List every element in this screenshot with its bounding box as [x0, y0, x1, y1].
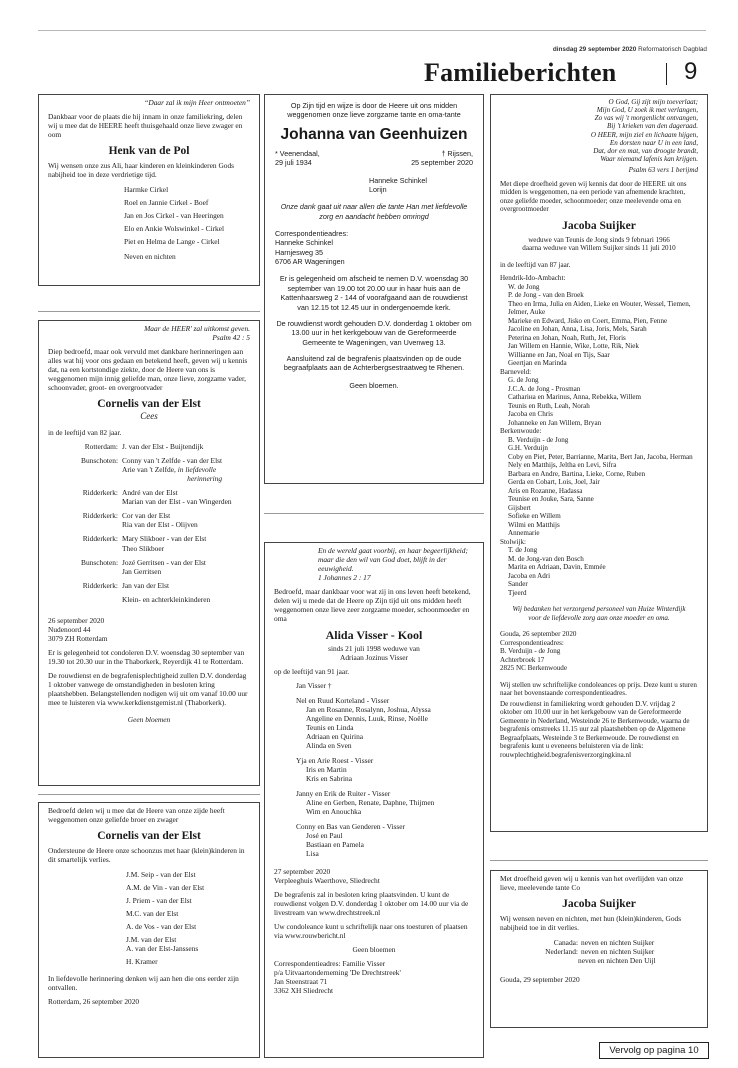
grandchildren: Klein- en achterkleinkinderen — [122, 594, 211, 604]
row-names — [122, 558, 206, 576]
death — [411, 149, 473, 168]
family-member: Teunise en Jouke, Sara, Sanne — [508, 495, 594, 504]
family-member: Roel en Jannie Cirkel - Boef — [124, 198, 209, 208]
separator — [490, 860, 708, 861]
section-title: Familieberichten — [424, 58, 617, 87]
row-name: Theo Slikboer — [122, 543, 165, 553]
family-member: Marita en Adriaan, Davin, Emmée — [508, 563, 606, 572]
family-member: Aris en Rozanne, Hadassa — [508, 486, 583, 495]
separator — [38, 794, 260, 795]
family-member: Lisa — [306, 849, 319, 859]
family-member: J. Priem - van der Elst — [126, 896, 192, 906]
widow-of: daarna weduwe van Willem Suijker sinds 11 juli 2010 — [522, 244, 676, 253]
message: Wij wensen onze zus Ali, haar kinderen en kleinkinderen Gods nabijheid toe in deze verdrietige tijd. — [48, 161, 235, 180]
row-name: Jan Gerritsen — [122, 566, 162, 576]
psalm-line: O HEER, mijn ziel en lichaam hijgen, — [590, 130, 698, 139]
family-member: Aline en Gerben, Renate, Daphne, Thijmen — [306, 798, 435, 808]
family-member: Teunis en Ruth, Leah, Norah — [508, 401, 590, 410]
date: 26 september 2020 — [48, 615, 105, 625]
family-member: Gijsbert — [508, 503, 531, 512]
date: Gouda, 26 september 2020 — [500, 630, 577, 639]
family-row — [48, 488, 250, 506]
death-date: 25 september 2020 — [411, 158, 473, 168]
relatives — [369, 176, 473, 195]
no-flowers: Geen bloemen — [127, 714, 171, 724]
intro: Dankbaar voor de plaats die hij innam in onze familiekring, delen wij u mee dat de HEERE heeft thuisgehaald onze lieve zwager en oom — [48, 112, 243, 140]
birth — [275, 149, 320, 168]
family-member: M.C. van der Elst — [126, 909, 179, 919]
family-member: Peterina en Johan, Noah, Ruth, Jet, Floris — [508, 333, 626, 342]
condolence-info: Wij stellen uw schriftelijke condoleances op prijs. Deze kunt u sturen naar het bovenstaande correspondentieadres. — [500, 680, 697, 698]
family-member: Jan en Rosanne, Rosalynn, Joshua, Alyssa — [306, 705, 431, 715]
address-line: p/a Uitvaartonderneming 'De Drechtstreek' — [274, 967, 401, 977]
family-member: Marieke en Edward, Jisko en Coert, Emma, Pien, Fenne — [508, 316, 668, 325]
relatives-names: neven en nichten Suijker — [581, 947, 655, 957]
row-name: Mary Slikboer - van der Elst — [122, 534, 207, 544]
family-member: Jacoba en Chris — [508, 410, 553, 419]
deceased-name: Cornelis van der Elst — [97, 398, 201, 411]
widow-of: sinds 21 juli 1998 weduwe van — [328, 643, 420, 653]
psalm-line: O God, Gij zijt mijn toeverlaat; — [608, 98, 698, 106]
family-member: Teunis en Linda — [306, 723, 354, 733]
family-member: Annemarie — [508, 529, 540, 538]
relatives-row — [504, 938, 698, 947]
family-member: Willianne en Jan, Noal en Tijs, Saar — [508, 350, 610, 359]
family-member: Sofieke en Willem — [508, 512, 561, 521]
separator — [264, 513, 484, 514]
family-sub — [306, 705, 474, 750]
intro: Op Zijn tijd en wijze is door de Heere uit ons midden weggenomen onze lieve zorgzame tante en oma-tante — [287, 101, 461, 120]
family-group — [508, 376, 698, 427]
family-sub — [306, 765, 474, 783]
row-name: Arie van 't Zelfde, — [122, 465, 176, 475]
thanks: Wij bedanken het verzorgend personeel van Huize Winterdijk voor de liefdevolle zorg aan onze moeder en oma. — [512, 605, 686, 622]
relative: Hanneke Schinkel — [369, 175, 427, 185]
intro: Bedroefd delen wij u mee dat de Heere van onze zijde heeft weggenomen onze geliefde broer en zwager — [48, 806, 225, 825]
row-place: Ridderkerk: — [82, 488, 118, 498]
family-member: T. de Jong — [508, 546, 538, 555]
ad-cornelis-van-der-elst — [38, 320, 260, 786]
family-member: Nel en Ruud Korteland - Visser — [296, 696, 390, 705]
row-name: André van der Elst — [122, 488, 178, 498]
correspondence-label: Correspondentieadres: Familie Visser — [274, 958, 386, 968]
message: Wij wensen neven en nichten, met hun (klein)kinderen, Gods nabijheid toe in dit verlies. — [500, 914, 682, 933]
family-member: W. de Jong — [508, 282, 540, 291]
service-info: De rouwdienst wordt gehouden D.V. donderdag 1 oktober om 13.00 uur in het kerkgebouw van de Gereformeerde Gemeente te Wageningen, van Uvenweg 13. — [276, 318, 472, 347]
widow-of: weduwe van Teunis de Jong sinds 9 februari 1966 — [528, 235, 670, 244]
family-member: J.M. Seip - van der Elst — [126, 870, 196, 880]
family-member: Cathariна en Marinus, Anna, Rebekka, Willem — [508, 393, 642, 402]
separator — [38, 311, 260, 312]
family-member: A.M. de Vin - van der Elst — [126, 883, 205, 893]
memory-note: herinnering — [187, 474, 223, 484]
family-member: Johanneke en Jan Willem, Bryan — [508, 418, 602, 427]
relatives-names: neven en nichten Suijker — [581, 938, 655, 948]
family-group — [508, 546, 698, 597]
relatives-list — [504, 938, 698, 965]
family-member: Piet en Helma de Lange - Cirkel — [124, 237, 220, 247]
psalm-line: Dat, dor en mat, van droogte brandt, — [593, 146, 698, 155]
ad-johanna-van-geenhuizen — [264, 94, 484, 484]
continued-on-page[interactable]: Vervolg op pagina 10 — [599, 1042, 709, 1059]
family-member: J.C.A. de Jong - Prosman — [508, 384, 581, 393]
family-row — [48, 558, 250, 576]
family-member: P. de Jong - van den Broek — [508, 291, 584, 300]
closing: Neven en nichten — [124, 252, 176, 262]
family-member: Jan Visser † — [296, 680, 332, 690]
family-member: Yja en Arie Roest - Visser — [296, 756, 374, 766]
quote: Maar de HEER' zal uitkomst geven. — [144, 324, 250, 333]
family-member: Tjeerd — [508, 588, 527, 597]
correspondence-label: Correspondentieadres: — [500, 638, 564, 647]
funeral-info: De rouwdienst en de begrafenisplechtigheid zullen D.V. donderdag 1 oktober vanwege de omstandigheden in besloten kring plaatshebben. Belangstellenden nodigen wij uit om vanaf 10.00 uur mee te luisteren via www.kerkdienstgemist.nl (Thaborkerk). — [48, 670, 248, 707]
condolence-info: Uw condoleance kunt u schriftelijk naar ons toesturen of plaatsen via www.rouwbericht.nl — [274, 921, 468, 940]
row-names: Jan van der Elst — [122, 580, 169, 590]
quote: En de wereld gaat voorbij, en haar begeerlijkheid; maar die den wil van God doet, blijft in der eeuwigheid. — [318, 546, 468, 574]
date: Gouda, 29 september 2020 — [500, 975, 580, 985]
address-line: 3079 ZH Rotterdam — [48, 633, 108, 643]
family-member: Coby en Piet, Peter, Barrianne, Marita, Bert Jan, Jacoba, Herman — [508, 452, 693, 461]
ad-jacoba-suijker-tante — [490, 870, 708, 1028]
relatives-names: neven en nichten Den Uijl — [578, 956, 656, 966]
row-place: Ridderkerk: — [82, 580, 118, 590]
row-name: Cor van der Elst — [122, 511, 171, 521]
family-member: Gerda en Cobart, Lois, Joel, Jair — [508, 478, 600, 487]
message: Ondersteune de Heere onze schoonzus met haar (klein)kinderen in dit smartelijk verlies. — [48, 846, 245, 865]
family-row — [48, 511, 250, 529]
ad-henk-van-de-pol — [38, 94, 260, 286]
family-row — [48, 581, 250, 590]
family-group — [296, 756, 474, 783]
place-label: Stolwijk: — [500, 537, 527, 546]
family-member: H. Kramer — [126, 957, 158, 967]
burial-info: Aansluitend zal de begrafenis plaatsvinden op de oude begraafplaats aan de Achterbergsestraatweg te Rhenen. — [283, 353, 465, 373]
address-line: Jan Steenstraat 71 — [274, 976, 328, 986]
family-member: Angeline en Dennis, Luuk, Rinse, Noëlle — [306, 714, 428, 724]
family-group — [508, 436, 698, 538]
family-member: Nely en Matthijs, Jeltha en Levi, Sifra — [508, 461, 617, 470]
verse: Psalm 42 : 5 — [212, 333, 250, 343]
row-place: Rotterdam: — [84, 442, 118, 452]
family-member: Geertjan en Marinda — [508, 359, 567, 368]
family-member: Jan en Jos Cirkel - van Heeringen — [124, 211, 224, 221]
family-group — [296, 822, 474, 858]
family-sub — [306, 798, 474, 816]
family-list — [296, 681, 474, 859]
family-list — [126, 870, 250, 966]
deceased-name: Cornelis van der Elst — [97, 830, 201, 843]
psalm — [500, 98, 698, 163]
birth-death — [275, 149, 473, 168]
family-member: Harmke Cirkel — [124, 185, 169, 195]
row-names — [122, 456, 222, 483]
family-member: Janny en Erik de Ruiter - Visser — [296, 789, 391, 799]
family-member: Adriaan en Quirina — [306, 732, 364, 742]
family-list — [124, 185, 250, 261]
livestream-link[interactable]: rouwplechtigheid.begrafenisverzorgingkina.nl — [500, 750, 632, 759]
no-flowers: Geen bloemen. — [349, 380, 399, 390]
memory-note: in liefdevolle — [177, 465, 217, 475]
place: Verpleeghuis Waerthove, Sliedrecht — [274, 875, 380, 885]
row-name: Jozé Gerritsen - van der Elst — [122, 557, 206, 567]
age: op de leeftijd van 91 jaar. — [274, 666, 350, 676]
deceased-name: Alida Visser - Kool — [325, 628, 423, 643]
row-name: Marian van der Elst - van Wingerden — [122, 497, 232, 507]
death-place: † Rijssen, — [441, 148, 473, 158]
verse: 1 Johannes 2 : 17 — [318, 573, 371, 583]
title-divider — [666, 63, 667, 85]
family-member: M. de Jong-van den Bosch — [508, 554, 584, 563]
psalm-line: En dorsten naar U in een land, — [609, 138, 698, 147]
row-names — [122, 534, 206, 552]
psalm-line: Waar niemand lafenis kan krijgen. — [600, 155, 698, 164]
row-place: Ridderkerk: — [82, 534, 118, 544]
family-member: Iris en Martin — [306, 765, 347, 775]
dateline — [553, 46, 707, 53]
row-name: Ria van der Elst - Olijven — [122, 520, 198, 530]
country: Nederland: — [545, 947, 578, 957]
no-flowers: Geen bloemen — [352, 944, 396, 954]
family-member: B. Verduijn - de Jong — [508, 435, 569, 444]
place-label: Barneveld: — [500, 367, 532, 376]
relative: Lorijn — [369, 184, 387, 194]
row-name: Conny van 't Zelfde - van der Elst — [122, 456, 223, 466]
issue-date: dinsdag 29 september 2020 — [552, 46, 637, 53]
address-line: Hanneke Schinkel — [275, 238, 333, 248]
husband-name: Adriaan Jozinus Visser — [340, 652, 408, 662]
ad-alida-visser-kool — [264, 542, 484, 1058]
thanks: Onze dank gaat uit naar allen die tante Han met liefdevolle zorg en aandacht hebben omringd — [280, 202, 468, 221]
family-member: Jacoba en Adri — [508, 571, 551, 580]
place-label: Berkenwoude: — [500, 427, 542, 436]
family-member: José en Paul — [306, 831, 343, 841]
family-member: Conny en Bas van Genderen - Visser — [296, 822, 406, 832]
row-place: Ridderkerk: — [82, 511, 118, 521]
row-names — [122, 511, 198, 529]
family-row — [48, 456, 250, 483]
header-rule — [38, 30, 706, 31]
psalm-line: Zo vas wij 't morgenlicht ontvangen, — [594, 114, 698, 123]
family-rows — [48, 442, 250, 589]
family-row — [48, 534, 250, 552]
page-number: 9 — [684, 58, 698, 85]
address-line: Achterbroek 17 — [500, 655, 545, 664]
family-member: Bastiaan en Pamela — [306, 840, 364, 850]
family-sub — [306, 831, 474, 858]
deceased-name: Jacoba Suijker — [562, 219, 636, 232]
age: in de leeftijd van 87 jaar. — [500, 260, 571, 269]
family-member: Wim en Anouchka — [306, 807, 362, 817]
family-list — [500, 274, 698, 597]
country: Canada: — [553, 938, 578, 948]
family-member: Theo en Irma, Julia en Aiden, Lieke en Wouter, Wessel, Tiemen, Jelmer, Auke — [508, 299, 691, 317]
row-place: Bunschoten: — [81, 456, 118, 466]
family-member: Kris en Sabrina — [306, 774, 352, 784]
address-line: 6706 AR Wageningen — [275, 257, 345, 267]
family-member: Jacoline en Johan, Anna, Lisa, Joris, Mels, Sarah — [508, 325, 647, 334]
psalm-line: Mijn God, U zoek ik met verlangen, — [596, 106, 698, 115]
deceased-name: Johanna van Geenhuizen — [280, 125, 468, 143]
family-member: Sander — [508, 580, 528, 589]
farewell-info: Er is gelegenheid om afscheid te nemen D.V. woensdag 30 september van 19.00 tot 20.00 uur in haar huis aan de Kattenhaarsweg 2 - 144 of voorafgaand aan de rouwdienst van 12.15 tot 12.45 uur in ondergenoemde kerk. — [279, 274, 469, 312]
deceased-name: Jacoba Suijker — [562, 898, 636, 911]
intro: Met droefheid geven wij u kennis van het overlijden van onze lieve, meelevende tante Co — [500, 874, 684, 893]
address-line: 2825 NC Berkenwoude — [500, 664, 567, 673]
place-label: Hendrik-Ido-Ambacht: — [500, 274, 566, 283]
paper-name: Reformatorisch Dagblad — [638, 46, 707, 53]
date: Rotterdam, 26 september 2020 — [48, 997, 140, 1007]
intro: Bedroefd, maar dankbaar voor wat zij in ons leven heeft betekend, delen wij u mede dat de Heere op Zijn tijd uit ons midden heeft weggenomen onze lieve zeer zorgzame moeder, schoonmoeder en oma — [274, 587, 471, 624]
family-member: G. de Jong — [508, 376, 539, 385]
date: 27 september 2020 — [274, 866, 331, 876]
ad-cornelis-van-der-elst-family — [38, 802, 260, 1058]
family-row — [48, 442, 250, 451]
family-member: Alinda en Sven — [306, 741, 352, 751]
deceased-name: Henk van de Pol — [108, 145, 190, 158]
quote: “Daar zal ik mijn Heer ontmoeten” — [144, 98, 250, 107]
family-member: A. van der Elst-Janssens — [126, 944, 199, 954]
condolence-info: Er is gelegenheid tot condoleren D.V. woensdag 30 september van 19.30 tot 20.30 uur in the Thaborkerk, Reyerdijk 41 te Rotterdam. — [48, 647, 245, 666]
verse: Psalm 63 vers 1 berijmd — [628, 166, 698, 175]
nickname: Cees — [140, 411, 158, 422]
row-names: J. van der Elst - Buijtendijk — [122, 442, 204, 452]
intro: Met diepe droefheid geven wij kennis dat door de HEERE uit ons midden is weggenomen, na een periode van afnemende krachten, onze geliefde moeder, schoonmoeder; onze meelevende oma en overgrootmoeder — [500, 179, 687, 214]
family-member: Elo en Ankie Wolswinkel - Cirkel — [124, 224, 225, 234]
family-member: Jan Willem en Hannie, Wike, Lotte, Rik, Niek — [508, 342, 639, 351]
row-names — [122, 488, 232, 506]
family-member: G.H. Verduijn — [508, 444, 548, 453]
family-member: Wilmi en Matthijs — [508, 520, 560, 529]
family-member: J.M. van der Elst — [126, 935, 177, 945]
family-member: A. de Vos - van der Elst — [126, 922, 197, 932]
birth-place: * Veenendaal, — [275, 148, 320, 158]
family-group — [296, 696, 474, 750]
relatives-row — [504, 956, 698, 965]
age: in de leeftijd van 82 jaar. — [48, 428, 122, 438]
family-group — [508, 283, 698, 368]
memory: In liefdevolle herinnering denken wij aan hen die ons eerder zijn ontvallen. — [48, 974, 239, 993]
intro: Diep bedroefd, maar ook vervuld met dankbare herinneringen aan alles wat hij voor ons gedaan en betekend heeft, geven wij u kennis dat, na een kortstondige ziekte, door de Heere van ons is weggenomen mijn innig geliefde man, onze lieve, zorgzame vader, schoonvader, groot- en overgrootvader — [48, 347, 248, 393]
address-line: 3362 XH Sliedrecht — [274, 985, 334, 995]
row-place: Bunschoten: — [81, 557, 118, 567]
family-member: Barbara en Andre, Bartina, Lieke, Corne, Ruben — [508, 469, 646, 478]
funeral-info: De rouwdienst in familiekring wordt gehouden D.V. vrijdag 2 oktober om 10.00 uur in het kerkgebouw van de Gereformeerde Gemeente in Nederland, Westeinde 26 te Berkenwoude, waarna de begrafenis omstreeks 11.15 uur zal plaatshebben op de Algemene Begraafplaats, Westeinde 3 te Berkenwoude. De rouwdienst en begrafenis kunt u eveneens beluisteren via de link: — [500, 699, 690, 751]
psalm-line: Bij 't krieken van den dageraad. — [607, 122, 698, 131]
family-group — [296, 789, 474, 816]
relatives-row — [504, 947, 698, 956]
birth-date: 29 juli 1934 — [275, 158, 312, 168]
correspondence-label: Correspondentieadres: — [275, 229, 349, 239]
address-line: Nudenoord 44 — [48, 624, 91, 634]
funeral-info: De begrafenis zal in besloten kring plaatsvinden. U kunt de rouwdienst volgen D.V. donderdag 1 oktober om 14.00 uur via de livestream van www.drechtstreek.nl — [274, 889, 469, 917]
ad-jacoba-suijker — [490, 94, 708, 832]
address-line: B. Verduijn - de Jong — [500, 647, 561, 656]
address-line: Harnjesweg 35 — [275, 247, 323, 257]
